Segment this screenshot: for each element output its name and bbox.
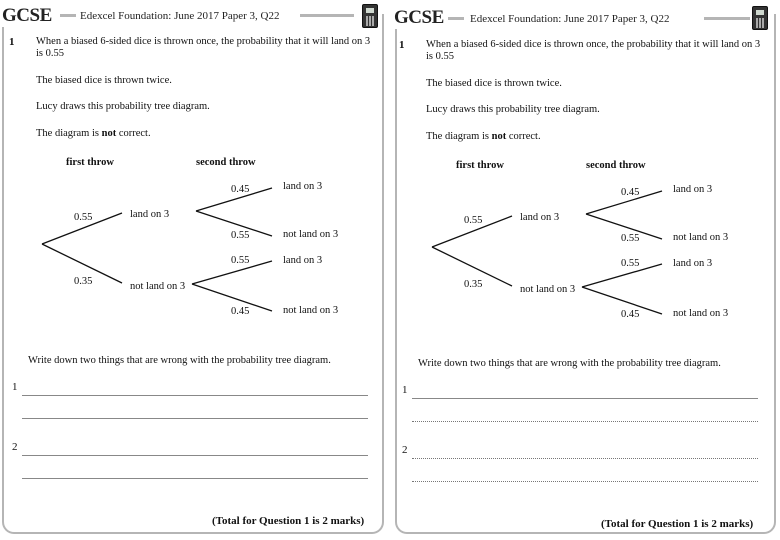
total-marks: (Total for Question 1 is 2 marks)	[601, 518, 754, 530]
total-marks: (Total for Question 1 is 2 marks)	[212, 515, 365, 527]
outcome-first-not: not land on 3	[520, 284, 576, 295]
prob-ll: 0.45	[231, 184, 250, 195]
prob-nn: 0.45	[231, 306, 250, 317]
second-throw-heading: second throw	[196, 157, 256, 168]
prob-ln: 0.55	[231, 230, 250, 241]
question-line-3: Lucy draws this probability tree diagram.	[426, 104, 600, 115]
outcome-first-not: not land on 3	[130, 281, 186, 292]
outcome-ln: not land on 3	[283, 229, 339, 240]
answer-line[interactable]	[22, 395, 368, 396]
answer-number-1: 1	[12, 381, 18, 393]
worksheet-panel-right	[390, 0, 780, 540]
prob-nn: 0.45	[621, 309, 640, 320]
outcome-first-land: land on 3	[130, 209, 170, 220]
prob-ln: 0.55	[621, 233, 640, 244]
answer-line[interactable]	[412, 398, 758, 399]
answer-line[interactable]	[22, 418, 368, 419]
gcse-logo: GCSE	[2, 5, 56, 27]
question-line-4: The diagram is not correct.	[426, 131, 541, 142]
question-number: 1	[9, 36, 15, 48]
second-throw-heading: second throw	[586, 160, 646, 171]
question-line-2: The biased dice is thrown twice.	[36, 75, 172, 86]
prob-first-not: 0.35	[464, 279, 483, 290]
answer-number-2: 2	[12, 441, 18, 453]
question-line-4: The diagram is not correct.	[36, 128, 151, 139]
question-intro: When a biased 6-sided dice is thrown once, the probability that it will land on 3 is 0.55	[426, 39, 761, 62]
first-throw-heading: first throw	[456, 160, 504, 171]
outcome-nn: not land on 3	[673, 308, 729, 319]
question-number: 1	[399, 39, 405, 51]
question-intro: When a biased 6-sided dice is thrown once, the probability that it will land on 3 is 0.55	[36, 36, 371, 59]
answer-line[interactable]	[412, 481, 758, 482]
prob-first-not: 0.35	[74, 276, 93, 287]
instruction-text: Write down two things that are wrong with the probability tree diagram.	[418, 358, 721, 369]
answer-line[interactable]	[412, 421, 758, 422]
outcome-nl: land on 3	[283, 255, 323, 266]
answer-number-1: 1	[402, 384, 408, 396]
answer-line[interactable]	[22, 455, 368, 456]
answer-line[interactable]	[412, 458, 758, 459]
prob-ll: 0.45	[621, 187, 640, 198]
outcome-nn: not land on 3	[283, 305, 339, 316]
prob-nl: 0.55	[231, 255, 250, 266]
prob-first-land: 0.55	[464, 215, 483, 226]
probability-tree-diagram	[390, 0, 780, 540]
instruction-text: Write down two things that are wrong with the probability tree diagram.	[28, 355, 331, 366]
outcome-first-land: land on 3	[520, 212, 560, 223]
header-title: Edexcel Foundation: June 2017 Paper 3, Q22	[80, 10, 280, 22]
answer-line[interactable]	[22, 478, 368, 479]
question-line-3: Lucy draws this probability tree diagram.	[36, 101, 210, 112]
header-title: Edexcel Foundation: June 2017 Paper 3, Q22	[470, 13, 670, 25]
outcome-nl: land on 3	[673, 258, 713, 269]
first-throw-heading: first throw	[66, 157, 114, 168]
outcome-ll: land on 3	[673, 184, 713, 195]
answer-number-2: 2	[402, 444, 408, 456]
prob-nl: 0.55	[621, 258, 640, 269]
gcse-logo: GCSE	[394, 7, 448, 29]
outcome-ll: land on 3	[283, 181, 323, 192]
prob-first-land: 0.55	[74, 212, 93, 223]
outcome-ln: not land on 3	[673, 232, 729, 243]
question-line-2: The biased dice is thrown twice.	[426, 78, 562, 89]
